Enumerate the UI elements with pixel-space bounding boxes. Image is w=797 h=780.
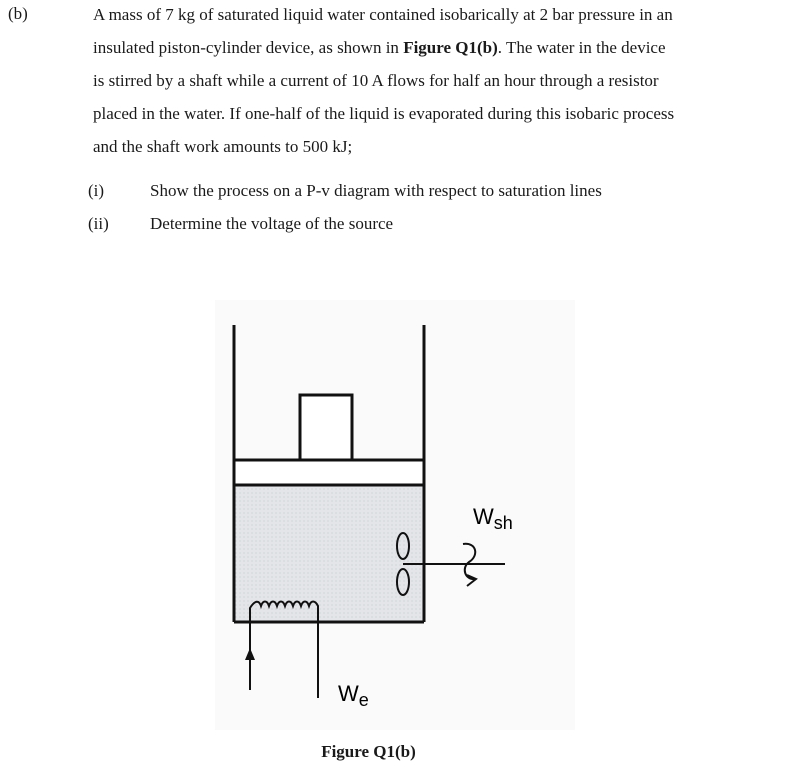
question-label: (b) [8,4,28,23]
question-line-5: and the shaft work amounts to 500 kJ; [93,137,353,156]
question-line-3: is stirred by a shaft while a current of 10 A flows for half an hour through a resistor [93,71,659,90]
piston-cylinder-diagram [215,300,575,730]
subquestion-ii-number: (ii) [88,214,109,233]
subquestion-ii-text: Determine the voltage of the source [150,214,394,233]
subquestion-i-number: (i) [88,181,105,200]
question-line-2-post: . The water in the device [497,38,666,57]
piston [234,460,424,485]
figure-reference: Figure Q1(b) [403,38,498,57]
figure-caption [0,742,737,762]
question-line-4: placed in the water. If one-half of the liquid is evaporated during this isobaric process [93,104,675,123]
shaft-work-label: $W_{sh}$ [473,504,513,533]
piston-cylinder-figure [215,300,575,730]
question-line-2 [93,37,763,70]
electrical-work-label: $W_e$ [338,681,369,710]
question-line-1: A mass of 7 kg of saturated liquid water contained isobarically at 2 bar pressure in an [93,5,673,24]
subquestion-i-text: Show the process on a P-v diagram with respect to saturation lines [150,181,602,200]
question-paragraph [93,4,763,169]
figure-caption-text: Figure Q1(b) [321,742,416,761]
question-line-2-pre: insulated piston-cylinder device, as shown in [93,38,404,57]
piston-weight [300,395,352,460]
